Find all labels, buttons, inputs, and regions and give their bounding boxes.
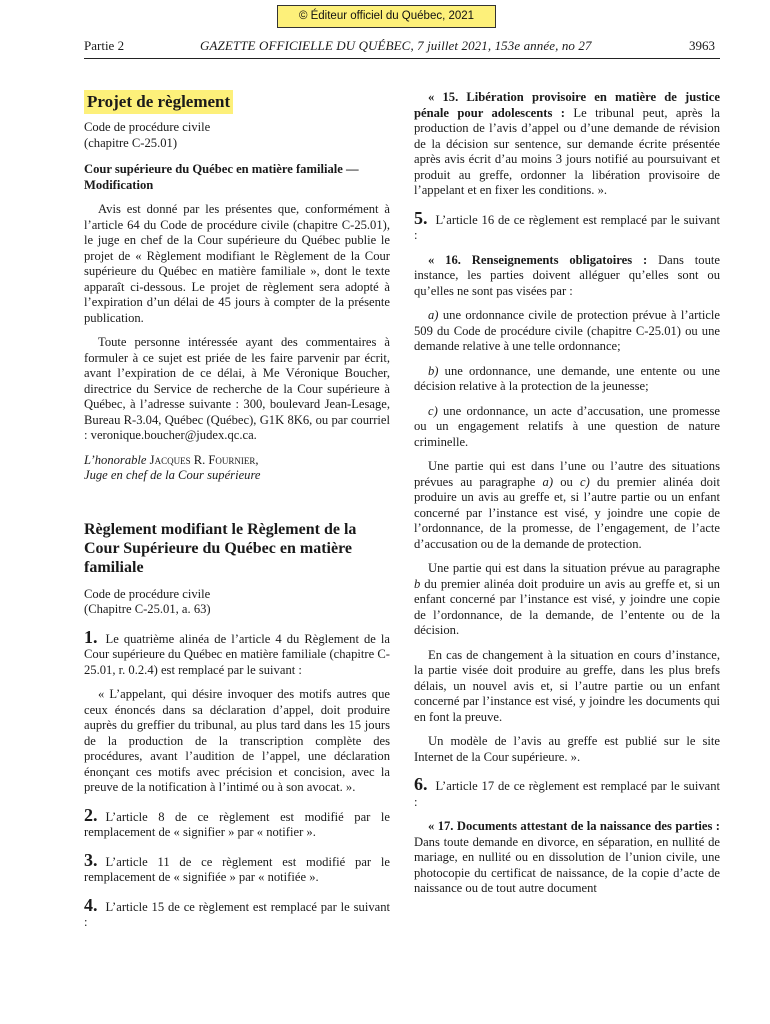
article-3-number: 3. (84, 849, 98, 870)
article-4-text: L’article 15 de ce règlement est remplacé par le suivant : (84, 899, 390, 929)
article-1-quote: « L’appelant, qui désire invoquer des motifs autres que ceux énoncés dans sa déclaration d’appel, doit produire auprès du greffier du tribunal, au plus tard dans les 15 jours de la production de la transcription complète des procédures, avant l’audition de l’appel, une déclaration énonçant ces motifs avec précision et concision, avec la preuve de la notification à l’intimé ou à son avocat. ». (84, 687, 390, 794)
article-2 (84, 804, 390, 841)
article-3 (84, 849, 390, 886)
header-publication: GAZETTE OFFICIELLE DU QUÉBEC, 7 juillet 2021, 153e année, no 27 (200, 38, 592, 53)
ref-a: a) (542, 474, 554, 489)
article-1 (84, 626, 390, 679)
item-a (414, 308, 720, 355)
paragraph-a-c-start: Une partie qui est dans l’une ou l’autre des situations prévues au paragraphe (414, 459, 720, 489)
article-4 (84, 894, 390, 931)
article-2-number: 2. (84, 804, 98, 825)
article-5-number: 5. (414, 207, 428, 228)
header-section: Partie 2 (84, 38, 125, 53)
article-1-text: Le quatrième alinéa de l’article 4 du Règlement de la Cour supérieure du Québec en matière familiale (chapitre C-25.01, r. 0.2.4) est remplacé par le suivant : (84, 631, 390, 677)
ref-or: ou (560, 474, 573, 489)
page-number: 3963 (689, 38, 715, 53)
right-column (414, 90, 720, 906)
signature-name: Jacques R. Fournier, (149, 452, 259, 467)
comments-paragraph: Toute personne intéressée ayant des commentaires à formuler à ce sujet est priée de les faire parvenir par écrit, avant l’expiration de ce délai, à Me Véronique Boucher, directrice du Service de recherche de la Cour supérieure à Québec, à l’adresse suivante : 300, boulevard Jean-Lesage, Bureau R-3.04, Québec (Québec), G1K 8K6, ou par courriel : veronique.boucher@judex.qc.ca. (84, 335, 390, 442)
code-chapter: (chapitre C-25.01) (84, 135, 178, 150)
item-b-label: b) (428, 363, 439, 378)
section-15-text: Le tribunal peut, après la production de l’avis d’appel ou d’une demande de révision de la décision sur sentence, sur demande écrite présentée après avis écrit d’au moins 3 jours notifié au poursuivant et produit au greffe, ordonner la libération provisoire de l’appelant et en fixer les conditions. ». (414, 105, 720, 197)
regulation-chapter: (Chapitre C-25.01, a. 63) (84, 602, 211, 616)
article-4-number: 4. (84, 894, 98, 915)
paragraph-a-c-end: du premier alinéa doit produire un avis au greffe et, si l’autre partie ou un enfant concerné par l’instance est visé, y joindre une copie de l’ordonnance, de la promesse, de l’engagement, de l’acte d’accusation ou de la demande de protection. (414, 474, 720, 551)
item-a-label: a) (428, 308, 439, 322)
item-c (414, 404, 720, 451)
document-title: Projet de règlement (84, 90, 233, 114)
notice-paragraph: Avis est donné par les présentes que, conformément à l’article 64 du Code de procédure civile (chapitre C-25.01), le juge en chef de la Cour supérieure du Québec publie le projet de « Règlement modifiant le Règlement de la Cour supérieure du Québec en matière familiale », dont le texte apparaît ci-dessous. Le projet de règlement sera adopté à l’expiration d’un délai de 45 jours à compter de la présente publication. (84, 202, 390, 325)
signature-prefix: L’honorable (84, 452, 147, 467)
subject-heading: Cour supérieure du Québec en matière familiale — Modification (84, 162, 359, 192)
ref-c: c) (580, 474, 590, 489)
article-6-text: L’article 17 de ce règlement est remplacé par le suivant : (414, 779, 720, 809)
section-16-text: Dans toute instance, les parties doivent alléguer qu’elles sont ou qu’elles ne sont pas visées par : (414, 252, 720, 298)
item-c-label: c) (428, 403, 438, 418)
article-5-text: L’article 16 de ce règlement est remplacé par le suivant : (414, 212, 720, 242)
signature (84, 453, 390, 484)
item-b (414, 364, 720, 395)
section-17 (414, 819, 720, 897)
paragraph-b-start: Une partie qui est dans la situation prévue au paragraphe (428, 561, 720, 575)
article-5 (414, 207, 720, 244)
section-15 (414, 90, 720, 199)
section-15-heading: « 15. Libération provisoire en matière de justice pénale pour adolescents : (414, 90, 720, 120)
regulation-code: Code de procédure civile (84, 586, 211, 601)
signature-role: Juge en chef de la Cour supérieure (84, 468, 261, 482)
code-name: Code de procédure civile (84, 120, 211, 134)
header-rule (84, 58, 720, 59)
section-17-heading: « 17. Documents attestant de la naissance des parties : (428, 819, 720, 833)
ref-b: b (414, 576, 421, 591)
article-6 (414, 774, 720, 810)
article-1-number: 1. (84, 626, 98, 647)
section-16 (414, 253, 720, 300)
article-3-text: L’article 11 de ce règlement est modifié par le remplacement de « signifiée » par « notifiée ». (84, 854, 390, 884)
copyright-banner: © Éditeur officiel du Québec, 2021 (277, 5, 496, 28)
regulation-title: Règlement modifiant le Règlement de la Cour Supérieure du Québec en matière familiale (84, 520, 357, 576)
item-c-text: une ordonnance, un acte d’accusation, une promesse ou un engagement relatifs à une question de nature criminelle. (414, 403, 720, 449)
left-column (84, 90, 390, 940)
item-b-text: une ordonnance, une demande, une entente ou une décision relative à la protection de la jeunesse; (414, 363, 720, 393)
section-17-text: Dans toute demande en divorce, en séparation, en nullité de mariage, en nullité ou en dissolution de l’union civile, une photocopie du certificat de naissance, de la copie d’acte de naissance ou de tout autre document (414, 834, 720, 895)
paragraph-b-end: du premier alinéa doit produire un avis au greffe et, si un enfant concerné par l’instance est visé, y joindre une copie de l’ordonnance, de la demande, de l’entente ou de la décision. (414, 576, 720, 637)
article-2-text: L’article 8 de ce règlement est modifié par le remplacement de « signifier » par « notifier ». (84, 809, 390, 839)
section-16-heading: « 16. Renseignements obligatoires : (428, 252, 648, 267)
paragraph-change: En cas de changement à la situation en cours d’instance, la partie visée doit produire au greffe, dans les plus brefs délais, un nouvel avis et, si l’autre partie ou un enfant concerné par l’instance est visé, y joindre les documents qui en font la preuve. (414, 647, 720, 724)
paragraph-b (414, 561, 720, 639)
article-6-number: 6. (414, 774, 428, 794)
paragraph-a-c (414, 459, 720, 552)
paragraph-model: Un modèle de l’avis au greffe est publié sur le site Internet de la Cour supérieure. ». (414, 734, 720, 764)
item-a-text: une ordonnance civile de protection prévue à l’article 509 du Code de procédure civile (chapitre C-25.01) ou une demande relative à une telle ordonnance; (414, 308, 721, 353)
